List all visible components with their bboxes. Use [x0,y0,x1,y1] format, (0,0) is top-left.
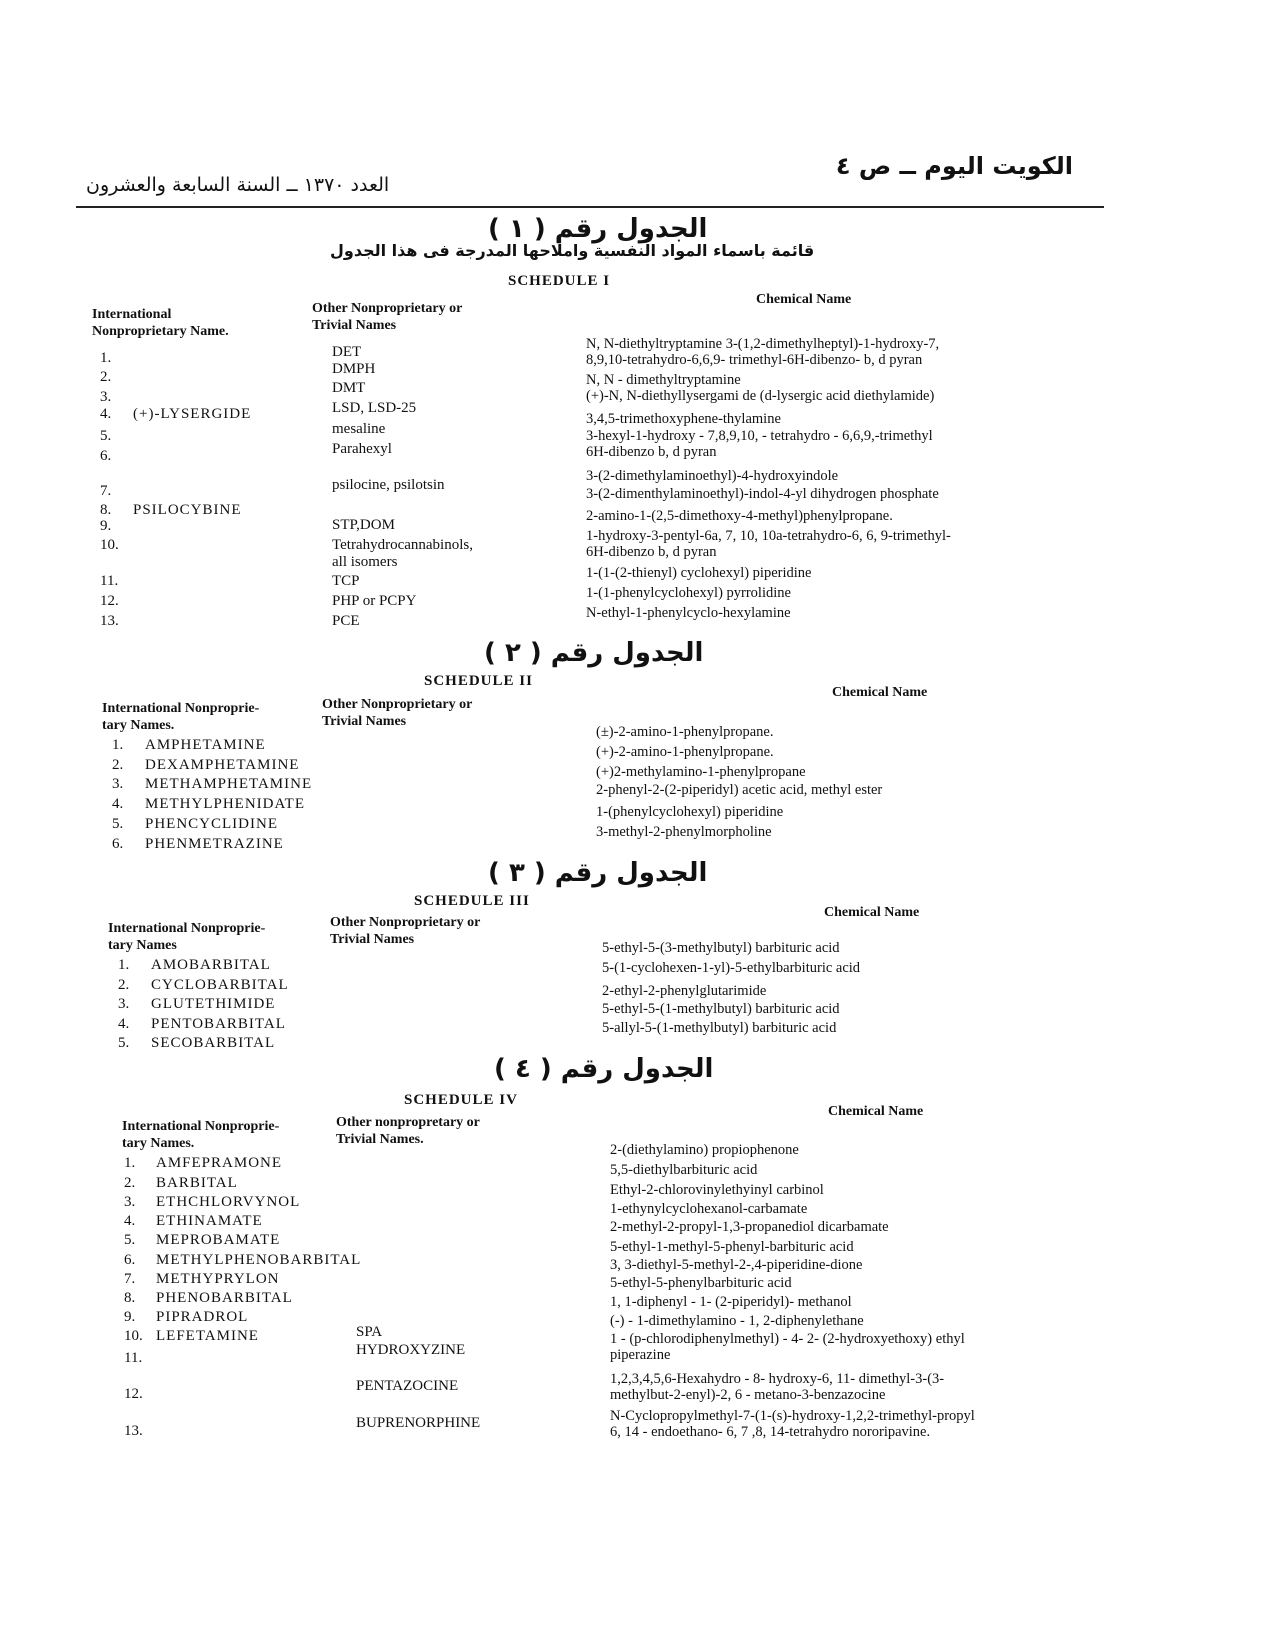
chemical-name: 5-ethyl-5-phenylbarbituric acid [610,1275,792,1291]
row-number: 4. [112,796,124,812]
row-number: 2. [100,369,112,385]
row-number: 12. [124,1386,143,1402]
chemical-name: 1-ethynylcyclohexanol-carbamate [610,1201,808,1217]
newspaper-name-page: الكويت اليوم ــ ص ٤ [835,152,1073,180]
chemical-name: 3,4,5-trimethoxyphene-thylamine [586,411,781,427]
trivial-name: PHP or PCPY [332,593,417,609]
column-header-chemical: Chemical Name [832,685,928,700]
chemical-name: 1-hydroxy-3-pentyl-6a, 7, 10, 10a-tetrahydro-6, 6, 9-trimethyl- 6H-dibenzo b, d pyran [586,528,951,560]
schedule-title: SCHEDULE I [508,273,611,289]
trivial-name: PENTAZOCINE [356,1378,459,1394]
trivial-name: TCP [332,573,360,589]
inn-name: METHYPRYLON [156,1271,280,1287]
chemical-name: 1 - (p-chlorodiphenylmethyl) - 4- 2- (2-hydroxyethoxy) ethyl piperazine [610,1331,965,1363]
inn-name: GLUTETHIMIDE [151,996,276,1012]
inn-name: ETHINAMATE [156,1213,263,1229]
schedule-arabic-title: الجدول رقم ( ٤ ) [494,1054,714,1084]
inn-name: (+)-LYSERGIDE [133,406,252,422]
column-header-trivial: Other Nonproprietary or Trivial Names [312,301,463,333]
row-number: 2. [112,757,124,773]
chemical-name: 3-methyl-2-phenylmorpholine [596,824,772,840]
schedule-arabic-subtitle: قائمة باسماء المواد النفسية واملاحها المدرجة فى هذا الجدول [330,241,815,260]
chemical-name: 5-ethyl-1-methyl-5-phenyl-barbituric acid [610,1239,854,1255]
trivial-name: PCE [332,613,360,629]
chemical-name: (+)2-methylamino-1-phenylpropane [596,764,806,780]
inn-name: METHYLPHENIDATE [145,796,305,812]
inn-name: METHYLPHENOBARBITAL [156,1252,362,1268]
row-number: 7. [100,483,112,499]
column-header-inn: International Nonproprie- tary Names. [102,701,260,733]
chemical-name: N-Cyclopropylmethyl-7-(1-(s)-hydroxy-1,2,2-trimethyl-propyl 6, 14 - endoethano- 6, 7 ,8, 14-tetrahydro nororipavine. [610,1408,975,1440]
chemical-name: 2-methyl-2-propyl-1,3-propanediol dicarbamate [610,1219,889,1235]
chemical-name: 2-amino-1-(2,5-dimethoxy-4-methyl)phenylpropane. [586,508,893,524]
chemical-name: 5-ethyl-5-(1-methylbutyl) barbituric acid [602,1001,840,1017]
header-rule [76,206,1104,208]
row-number: 1. [112,737,124,753]
row-number: 9. [124,1309,136,1325]
inn-name: PENTOBARBITAL [151,1016,286,1032]
row-number: 10. [124,1328,143,1344]
inn-name: AMPHETAMINE [145,737,266,753]
column-header-inn: International Nonproprie- tary Names. [122,1119,280,1151]
trivial-name: DMT [332,380,366,396]
inn-name: MEPROBAMATE [156,1232,281,1248]
trivial-name: SPA [356,1324,383,1340]
chemical-name: N, N - dimethyltryptamine [586,372,741,388]
chemical-name: 3-(2-dimenthylaminoethyl)-indol-4-yl dihydrogen phosphate [586,486,939,502]
issue-number-year: العدد ١٣٧٠ ــ السنة السابعة والعشرون [86,174,390,196]
row-number: 8. [100,502,112,518]
column-header-trivial: Other Nonproprietary or Trivial Names [330,915,481,947]
chemical-name: 3-(2-dimethylaminoethyl)-4-hydroxyindole [586,468,839,484]
inn-name: LEFETAMINE [156,1328,259,1344]
row-number: 3. [112,776,124,792]
row-number: 5. [112,816,124,832]
chemical-name: (±)-2-amino-1-phenylpropane. [596,724,774,740]
row-number: 13. [100,613,119,629]
schedule-arabic-title: الجدول رقم ( ٣ ) [488,858,708,888]
inn-name: DEXAMPHETAMINE [145,757,300,773]
chemical-name: 5-(1-cyclohexen-1-yl)-5-ethylbarbituric acid [602,960,861,976]
chemical-name: 2-ethyl-2-phenylglutarimide [602,983,767,999]
row-number: 4. [118,1016,130,1032]
inn-name: PIPRADROL [156,1309,249,1325]
row-number: 8. [124,1290,136,1306]
trivial-name: DET [332,344,362,360]
inn-name: PHENMETRAZINE [145,836,284,852]
inn-name: SECOBARBITAL [151,1035,276,1051]
chemical-name: 1, 1-diphenyl - 1- (2-piperidyl)- methanol [610,1294,852,1310]
schedule-title: SCHEDULE IV [404,1092,518,1108]
schedule-title: SCHEDULE II [424,673,533,689]
trivial-name: psilocine, psilotsin [332,477,445,493]
chemical-name: 8,9,10-tetrahydro-6,6,9- trimethyl-6H-dibenzo- b, d pyran [586,352,923,368]
inn-name: ETHCHLORVYNOL [156,1194,301,1210]
row-number: 1. [124,1155,136,1171]
row-number: 2. [118,977,130,993]
column-header-chemical: Chemical Name [828,1104,924,1119]
row-number: 12. [100,593,119,609]
inn-name: AMFEPRAMONE [156,1155,283,1171]
column-header-chemical: Chemical Name [756,292,852,307]
column-header-trivial: Other nonpropretary or Trivial Names. [336,1115,480,1147]
inn-name: PHENCYCLIDINE [145,816,278,832]
row-number: 13. [124,1423,143,1439]
inn-name: PSILOCYBINE [133,502,242,518]
inn-name: BARBITAL [156,1175,238,1191]
row-number: 6. [112,836,124,852]
trivial-name: STP,DOM [332,517,395,533]
row-number: 3. [124,1194,136,1210]
trivial-name: Tetrahydrocannabinols, all isomers [332,537,473,570]
column-header-inn: International Nonproprie- tary Names [108,921,266,953]
trivial-name: DMPH [332,361,376,377]
row-number: 5. [124,1232,136,1248]
row-number: 3. [100,389,112,405]
chemical-name: Ethyl-2-chlorovinylethyinyl carbinol [610,1182,824,1198]
column-header-trivial: Other Nonproprietary or Trivial Names [322,697,473,729]
row-number: 9. [100,518,112,534]
row-number: 3. [118,996,130,1012]
chemical-name: 1-(phenylcyclohexyl) piperidine [596,804,784,820]
chemical-name: (-) - 1-dimethylamino - 1, 2-diphenylethane [610,1313,864,1329]
inn-name: CYCLOBARBITAL [151,977,289,993]
row-number: 4. [124,1213,136,1229]
chemical-name: N-ethyl-1-phenylcyclo-hexylamine [586,605,791,621]
row-number: 10. [100,537,119,553]
schedule-title: SCHEDULE III [414,893,530,909]
chemical-name: 3-hexyl-1-hydroxy - 7,8,9,10, - tetrahydro - 6,6,9,-trimethyl 6H-dibenzo b, d pyran [586,428,933,460]
trivial-name: LSD, LSD-25 [332,400,417,416]
row-number: 5. [100,428,112,444]
column-header-chemical: Chemical Name [824,905,920,920]
trivial-name: HYDROXYZINE [356,1342,466,1358]
chemical-name: 1,2,3,4,5,6-Hexahydro - 8- hydroxy-6, 11- dimethyl-3-(3- methylbut-2-enyl)-2, 6 - metano-3-benzazocine [610,1371,945,1403]
chemical-name: 1-(1-(2-thienyl) cyclohexyl) piperidine [586,565,812,581]
chemical-name: 1-(1-phenylcyclohexyl) pyrrolidine [586,585,791,601]
trivial-name: mesaline [332,421,386,437]
inn-name: AMOBARBITAL [151,957,271,973]
row-number: 4. [100,406,112,422]
row-number: 6. [100,448,112,464]
chemical-name: N, N-diethyltryptamine 3-(1,2-dimethylheptyl)-1-hydroxy-7, [586,336,940,352]
row-number: 1. [100,350,112,366]
chemical-name: (+)-2-amino-1-phenylpropane. [596,744,774,760]
row-number: 11. [124,1350,143,1366]
column-header-inn: International Nonproprietary Name. [92,307,229,339]
chemical-name: 5,5-diethylbarbituric acid [610,1162,758,1178]
inn-name: METHAMPHETAMINE [145,776,313,792]
schedule-arabic-title: الجدول رقم ( ٢ ) [484,638,704,668]
chemical-name: 2-(diethylamino) propiophenone [610,1142,799,1158]
row-number: 11. [100,573,119,589]
row-number: 2. [124,1175,136,1191]
row-number: 6. [124,1252,136,1268]
schedule-arabic-title: الجدول رقم ( ١ ) [488,214,708,244]
row-number: 1. [118,957,130,973]
trivial-name: BUPRENORPHINE [356,1415,481,1431]
chemical-name: 3, 3-diethyl-5-methyl-2-,4-piperidine-dione [610,1257,863,1273]
chemical-name: 5-allyl-5-(1-methylbutyl) barbituric acid [602,1020,837,1036]
row-number: 5. [118,1035,130,1051]
chemical-name: 5-ethyl-5-(3-methylbutyl) barbituric acid [602,940,840,956]
chemical-name: (+)-N, N-diethyllysergami de (d-lysergic acid diethylamide) [586,388,935,404]
chemical-name: 2-phenyl-2-(2-piperidyl) acetic acid, methyl ester [596,782,883,798]
inn-name: PHENOBARBITAL [156,1290,293,1306]
trivial-name: Parahexyl [332,441,392,457]
row-number: 7. [124,1271,136,1287]
